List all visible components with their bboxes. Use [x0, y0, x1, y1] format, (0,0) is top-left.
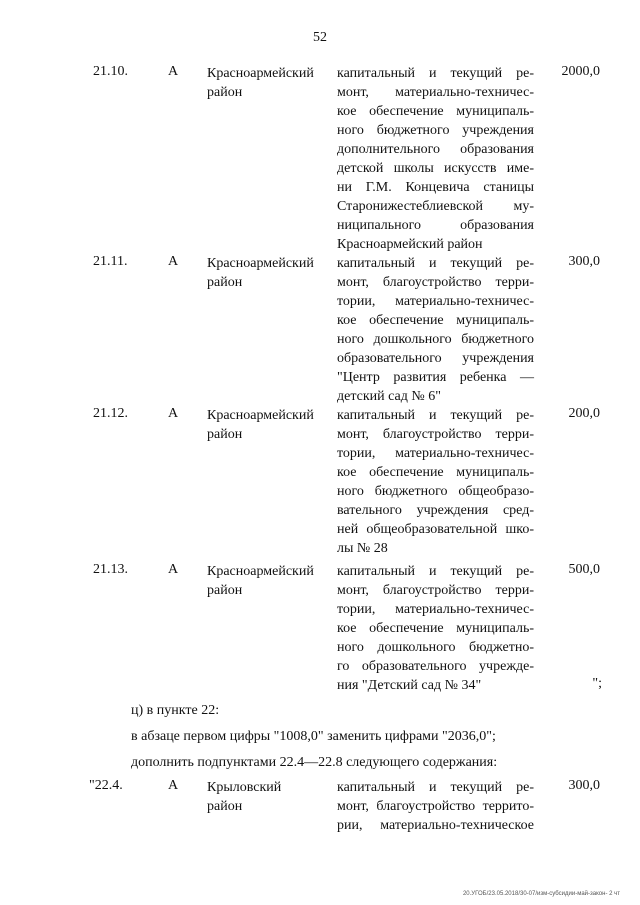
row-number: 21.12.: [93, 406, 128, 421]
row-number: 21.11.: [93, 254, 128, 269]
row-description: капитальный и текущий ре- монт, благоустройство террито- рии, материально-техническое: [337, 780, 534, 833]
row-district: Красноармейский район: [207, 66, 314, 100]
paragraph-replace-figures: в абзаце первом цифры "1008,0" заменить цифрами "2036,0";: [131, 729, 496, 744]
page-number: 52: [313, 30, 327, 45]
row-category: А: [168, 562, 179, 577]
row-number: 21.13.: [93, 562, 128, 577]
document-footer: 20.УГОБ/23.05.2018/30-07/изм-субсидии-май-закон- 2 чт: [462, 891, 620, 897]
row-category: А: [168, 778, 179, 793]
row-description: капитальный и текущий ре- монт, материально-техничес- кое обеспечение муниципаль- ного бюджетного учреждения дополнительного образования детской школы искусств име- ни Г.М. Концевича станицы Старонижестеблиевской му- ниципального образования Красноармейский район: [337, 66, 534, 252]
row-amount: 300,0: [568, 254, 600, 269]
row-category: А: [168, 254, 179, 269]
row-description: капитальный и текущий ре- монт, благоустройство терри- тории, материально-техничес- кое обеспечение муниципаль- ного дошкольного бюджетного образовательного учреждения "Центр развития ребенка — детский сад № 6": [337, 256, 534, 404]
row-category: А: [168, 406, 179, 421]
paragraph-add-subitems: дополнить подпунктами 22.4—22.8 следующего содержания:: [131, 755, 498, 770]
row-district: Крыловский район: [207, 780, 282, 814]
row-district: Красноармейский район: [207, 564, 314, 598]
row-amount: 500,0: [568, 562, 600, 577]
row-description: капитальный и текущий ре- монт, благоустройство терри- тории, материально-техничес- кое обеспечение муниципаль- ного дошкольного бюджетно- го образовательного учрежде- ния "Детский сад № 34": [337, 564, 534, 693]
row-district: Красноармейский район: [207, 408, 314, 442]
row-closing-quote: ";: [592, 676, 602, 691]
row-number: "22.4.: [89, 778, 123, 793]
paragraph-item-c: ц) в пункте 22:: [131, 703, 220, 718]
row-amount: 300,0: [568, 778, 600, 793]
row-number: 21.10.: [93, 64, 128, 79]
row-category: А: [168, 64, 179, 79]
row-description: капитальный и текущий ре- монт, благоустройство терри- тории, материально-техничес- кое обеспечение муниципаль- ного бюджетного общеобразо- вательного учреждения сред- ней общеобразовательной шко- лы № 28: [337, 408, 534, 556]
row-amount: 200,0: [568, 406, 600, 421]
row-amount: 2000,0: [561, 64, 600, 79]
row-district: Красноармейский район: [207, 256, 314, 290]
